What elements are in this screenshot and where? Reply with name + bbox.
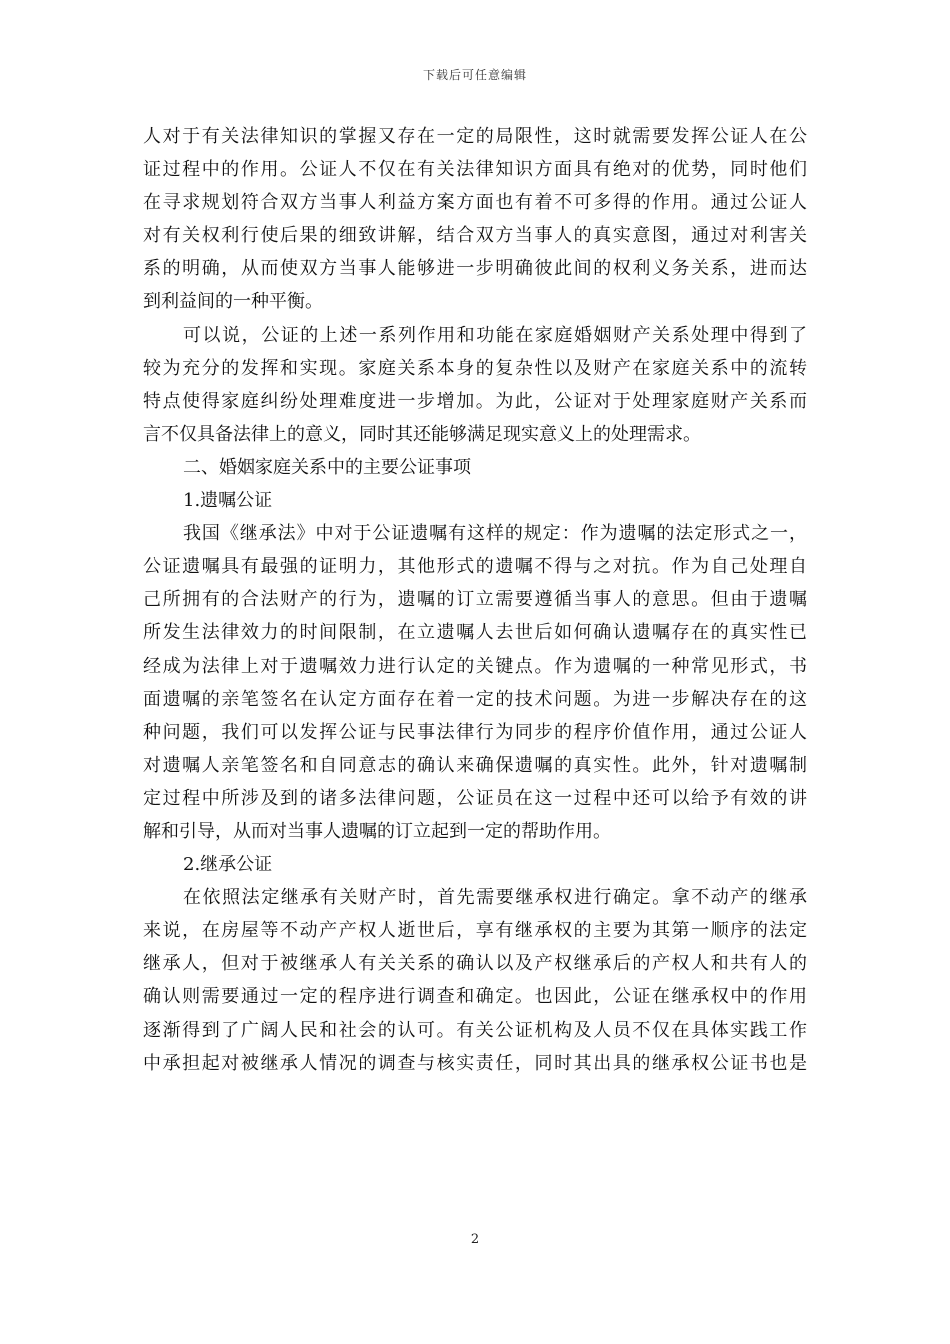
text-line: 公证遗嘱具有最强的证明力，其他形式的遗嘱不得与之对抗。作为自己处理自: [143, 556, 807, 578]
page-header: 下载后可任意编辑: [422, 68, 527, 82]
document-body: [143, 120, 807, 1080]
text-line: 可以说，公证的上述一系列作用和功能在家庭婚姻财产关系处理中得到了: [183, 324, 807, 346]
text-line: 到利益间的一种平衡。: [143, 291, 323, 313]
text-line: 所发生法律效力的时间限制，在立遗嘱人去世后如何确认遗嘱存在的真实性已: [143, 622, 807, 644]
text-line: 确认则需要通过一定的程序进行调查和确定。也因此，公证在继承权中的作用: [143, 986, 807, 1008]
text-line: 证过程中的作用。公证人不仅在有关法律知识方面具有绝对的优势，同时他们: [143, 159, 807, 181]
text-line: 系的明确，从而使双方当事人能够进一步明确彼此间的权利义务关系，进而达: [143, 258, 807, 280]
text-line: 人对于有关法律知识的掌握又存在一定的局限性，这时就需要发挥公证人在公: [143, 126, 807, 147]
text-line: 逐渐得到了广阔人民和社会的认可。有关公证机构及人员不仅在具体实践工作: [143, 1019, 807, 1041]
text-line: 2.继承公证: [183, 854, 273, 876]
text-line: 己所拥有的合法财产的行为，遗嘱的订立需要遵循当事人的意思。但由于遗嘱: [143, 589, 807, 611]
text-line: 中承担起对被继承人情况的调查与核实责任，同时其出具的继承权公证书也是: [143, 1052, 807, 1074]
text-line: 特点使得家庭纠纷处理难度进一步增加。为此，公证对于处理家庭财产关系而: [143, 390, 807, 412]
text-line: 来说，在房屋等不动产产权人逝世后，享有继承权的主要为其第一顺序的法定: [143, 920, 807, 942]
text-line: 1.遗嘱公证: [183, 490, 273, 512]
text-line: 较为充分的发挥和实现。家庭关系本身的复杂性以及财产在家庭关系中的流转: [143, 357, 807, 379]
text-line: 二、婚姻家庭关系中的主要公证事项: [183, 456, 471, 478]
text-line: 定过程中所涉及到的诸多法律问题，公证员在这一过程中还可以给予有效的讲: [143, 787, 807, 809]
text-line: 对遗嘱人亲笔签名和自同意志的确认来确保遗嘱的真实性。此外，针对遗嘱制: [143, 754, 807, 776]
text-line: 经成为法律上对于遗嘱效力进行认定的关键点。作为遗嘱的一种常见形式，书: [143, 655, 807, 677]
page-number: 2: [470, 1232, 480, 1247]
text-line: 在寻求规划符合双方当事人利益方案方面也有着不可多得的作用。通过公证人: [143, 192, 807, 214]
text-line: 面遗嘱的亲笔签名在认定方面存在着一定的技术问题。为进一步解决存在的这: [143, 688, 807, 710]
text-line: 我国《继承法》中对于公证遗嘱有这样的规定：作为遗嘱的法定形式之一，: [183, 523, 807, 545]
text-line: 在依照法定继承有关财产时，首先需要继承权进行确定。拿不动产的继承: [183, 887, 807, 909]
text-line: 继承人，但对于被继承人有关关系的确认以及产权继承后的产权人和共有人的: [143, 953, 807, 975]
text-line: 对有关权利行使后果的细致讲解，结合双方当事人的真实意图，通过对利害关: [143, 225, 807, 247]
text-line: 种问题，我们可以发挥公证与民事法律行为同步的程序价值作用，通过公证人: [143, 721, 807, 743]
text-line: 解和引导，从而对当事人遗嘱的订立起到一定的帮助作用。: [143, 820, 611, 842]
text-line: 言不仅具备法律上的意义，同时其还能够满足现实意义上的处理需求。: [143, 423, 701, 445]
